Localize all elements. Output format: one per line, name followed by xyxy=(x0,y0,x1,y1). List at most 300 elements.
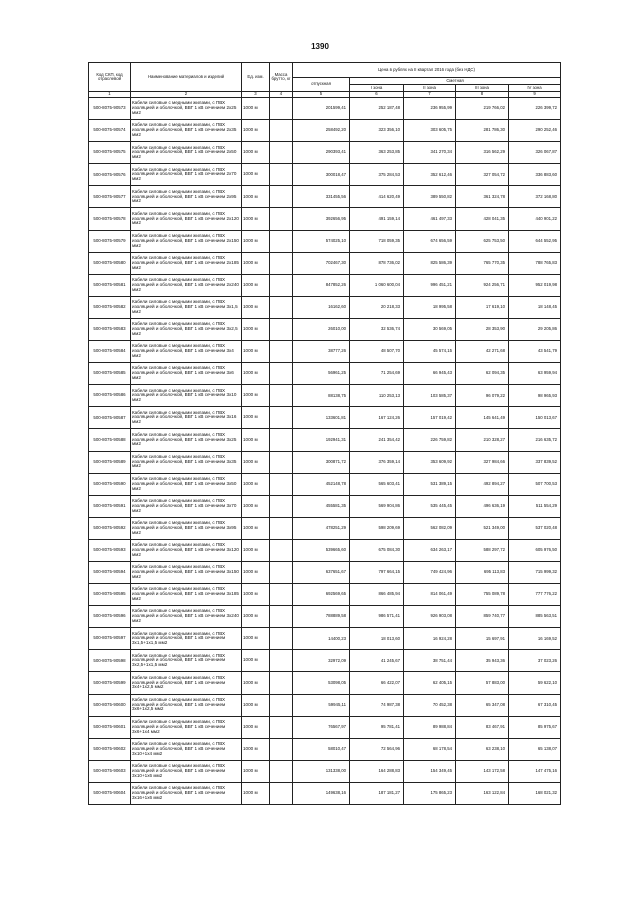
header-zone-2: II зона xyxy=(404,85,456,92)
table-row xyxy=(89,363,561,385)
item-unit: 1000 м xyxy=(242,98,270,120)
price-zone-2: 175 865,23 xyxy=(404,782,456,804)
column-number: 8 xyxy=(456,92,509,98)
price-zone-3: 755 089,78 xyxy=(456,584,509,606)
price-zone-2: 157 019,42 xyxy=(404,407,456,429)
price-zone-4: 18 148,45 xyxy=(509,296,561,318)
item-mass xyxy=(270,495,293,517)
price-zone-3: 496 636,19 xyxy=(456,495,509,517)
item-code: 500-8075-90585 xyxy=(89,363,131,385)
price-zone-1: 74 987,38 xyxy=(350,694,404,716)
price-release: 131338,00 xyxy=(293,760,350,782)
item-mass xyxy=(270,208,293,230)
price-zone-3: 281 786,30 xyxy=(456,120,509,142)
table-row xyxy=(89,694,561,716)
item-name: Кабели силовые с медными жилами, с ПВХ изоляцией и оболочкой, ВВГ 1 кВ сечением 2х50 мм2 xyxy=(131,142,242,164)
item-unit: 1000 м xyxy=(242,142,270,164)
price-zone-4: 326 067,87 xyxy=(509,142,561,164)
item-name: Кабели силовые с медными жилами, с ПВХ изоляцией и оболочкой, ВВГ 1 кВ сечением 3х10+1х6 мм2 xyxy=(131,760,242,782)
price-zone-2: 45 574,15 xyxy=(404,341,456,363)
item-unit: 1000 м xyxy=(242,164,270,186)
item-mass xyxy=(270,296,293,318)
item-code: 500-8075-90575 xyxy=(89,142,131,164)
price-zone-2: 18 995,58 xyxy=(404,296,456,318)
item-code: 500-8075-90602 xyxy=(89,738,131,760)
header-zone-3: III зона xyxy=(456,85,509,92)
item-code: 500-8075-90595 xyxy=(89,584,131,606)
item-name: Кабели силовые с медными жилами, с ПВХ изоляцией и оболочкой, ВВГ 1 кВ сечением 3х10+1х4 мм2 xyxy=(131,738,242,760)
column-number: 5 xyxy=(293,92,350,98)
price-zone-1: 48 507,70 xyxy=(350,341,404,363)
price-zone-1: 675 084,30 xyxy=(350,539,404,561)
header-release: отпускная xyxy=(293,78,350,92)
table-row xyxy=(89,760,561,782)
price-zone-1: 187 181,27 xyxy=(350,782,404,804)
price-zone-3: 163 122,84 xyxy=(456,782,509,804)
price-release: 149638,16 xyxy=(293,782,350,804)
price-zone-4: 16 169,52 xyxy=(509,628,561,650)
item-mass xyxy=(270,318,293,340)
header-name: Наименование материалов и изделий xyxy=(131,63,242,92)
item-code: 500-8075-90599 xyxy=(89,672,131,694)
item-code: 500-8075-90594 xyxy=(89,561,131,583)
price-zone-2: 674 656,59 xyxy=(404,230,456,252)
item-unit: 1000 м xyxy=(242,738,270,760)
item-unit: 1000 м xyxy=(242,274,270,296)
price-zone-2: 926 903,08 xyxy=(404,606,456,628)
item-mass xyxy=(270,561,293,583)
price-release: 58010,47 xyxy=(293,738,350,760)
price-release: 539665,60 xyxy=(293,539,350,561)
item-mass xyxy=(270,760,293,782)
price-zone-4: 29 205,86 xyxy=(509,318,561,340)
item-name: Кабели силовые с медными жилами, с ПВХ изоляцией и оболочкой, ВВГ 1 кВ сечением 3х25 мм2 xyxy=(131,429,242,451)
price-zone-3: 65 347,08 xyxy=(456,694,509,716)
price-zone-1: 986 571,41 xyxy=(350,606,404,628)
price-zone-2: 389 550,82 xyxy=(404,186,456,208)
table-row xyxy=(89,98,561,120)
item-code: 500-8075-90604 xyxy=(89,782,131,804)
price-zone-3: 327 054,72 xyxy=(456,164,509,186)
price-zone-4: 59 622,10 xyxy=(509,672,561,694)
price-release: 392656,95 xyxy=(293,208,350,230)
price-zone-4: 43 541,79 xyxy=(509,341,561,363)
item-code: 500-8075-90598 xyxy=(89,650,131,672)
table-row xyxy=(89,451,561,473)
item-unit: 1000 м xyxy=(242,186,270,208)
item-code: 500-8075-90577 xyxy=(89,186,131,208)
item-unit: 1000 м xyxy=(242,650,270,672)
item-unit: 1000 м xyxy=(242,782,270,804)
price-zone-3: 57 883,00 xyxy=(456,672,509,694)
price-zone-4: 777 776,22 xyxy=(509,584,561,606)
price-zone-3: 765 770,35 xyxy=(456,252,509,274)
price-zone-2: 531 389,15 xyxy=(404,473,456,495)
column-number: 3 xyxy=(242,92,270,98)
price-release: 478251,29 xyxy=(293,517,350,539)
table-row xyxy=(89,539,561,561)
price-release: 452148,78 xyxy=(293,473,350,495)
price-zone-3: 143 172,58 xyxy=(456,760,509,782)
item-unit: 1000 м xyxy=(242,296,270,318)
price-zone-3: 35 943,36 xyxy=(456,650,509,672)
price-release: 14400,23 xyxy=(293,628,350,650)
price-zone-4: 226 399,72 xyxy=(509,98,561,120)
column-number: 6 xyxy=(350,92,404,98)
price-zone-4: 372 168,80 xyxy=(509,186,561,208)
item-name: Кабели силовые с медными жилами, с ПВХ изоляцией и оболочкой, ВВГ 1 кВ сечением 3х95 мм2 xyxy=(131,517,242,539)
item-name: Кабели силовые с медными жилами, с ПВХ изоляцией и оболочкой, ВВГ 1 кВ сечением 3х4+1х2,5 мм2 xyxy=(131,672,242,694)
item-mass xyxy=(270,628,293,650)
price-release: 258492,20 xyxy=(293,120,350,142)
table-body xyxy=(89,98,561,805)
price-zone-3: 210 328,27 xyxy=(456,429,509,451)
table-row xyxy=(89,738,561,760)
item-mass xyxy=(270,473,293,495)
item-mass xyxy=(270,738,293,760)
table-row xyxy=(89,296,561,318)
item-name: Кабели силовые с медными жилами, с ПВХ изоляцией и оболочкой, ВВГ 1 кВ сечением 3х6+1х2,5 мм2 xyxy=(131,694,242,716)
price-zone-4: 788 765,83 xyxy=(509,252,561,274)
price-zone-4: 150 013,67 xyxy=(509,407,561,429)
price-zone-2: 154 349,45 xyxy=(404,760,456,782)
item-mass xyxy=(270,782,293,804)
item-mass xyxy=(270,230,293,252)
price-zone-2: 352 612,46 xyxy=(404,164,456,186)
item-code: 500-8075-90587 xyxy=(89,407,131,429)
item-name: Кабели силовые с медными жилами, с ПВХ изоляцией и оболочкой, ВВГ 1 кВ сечением 2х150 мм2 xyxy=(131,230,242,252)
price-zone-3: 316 562,29 xyxy=(456,142,509,164)
price-zone-1: 718 059,35 xyxy=(350,230,404,252)
item-name: Кабели силовые с медными жилами, с ПВХ изоляцией и оболочкой, ВВГ 1 кВ сечением 3х16+1х6 мм2 xyxy=(131,782,242,804)
price-zone-3: 15 697,91 xyxy=(456,628,509,650)
price-zone-3: 96 079,22 xyxy=(456,385,509,407)
item-unit: 1000 м xyxy=(242,584,270,606)
price-release: 32972,09 xyxy=(293,650,350,672)
price-release: 26010,00 xyxy=(293,318,350,340)
item-mass xyxy=(270,407,293,429)
item-unit: 1000 м xyxy=(242,451,270,473)
price-zone-1: 66 422,07 xyxy=(350,672,404,694)
price-zone-4: 337 839,52 xyxy=(509,451,561,473)
price-release: 692569,65 xyxy=(293,584,350,606)
item-mass xyxy=(270,120,293,142)
item-name: Кабели силовые с медными жилами, с ПВХ изоляцией и оболочкой, ВВГ 1 кВ сечением 3х150 мм2 xyxy=(131,561,242,583)
item-mass xyxy=(270,672,293,694)
price-zone-2: 634 263,17 xyxy=(404,539,456,561)
table-row xyxy=(89,186,561,208)
price-zone-4: 98 965,93 xyxy=(509,385,561,407)
item-unit: 1000 м xyxy=(242,517,270,539)
price-zone-1: 797 664,15 xyxy=(350,561,404,583)
price-release: 331455,56 xyxy=(293,186,350,208)
header-estimate: Сметная xyxy=(350,78,561,85)
price-zone-1: 164 288,83 xyxy=(350,760,404,782)
price-zone-4: 644 552,95 xyxy=(509,230,561,252)
item-code: 500-8075-90586 xyxy=(89,385,131,407)
item-unit: 1000 м xyxy=(242,363,270,385)
item-name: Кабели силовые с медными жилами, с ПВХ изоляцией и оболочкой, ВВГ 1 кВ сечением 2х35 мм2 xyxy=(131,120,242,142)
price-zone-1: 878 736,02 xyxy=(350,252,404,274)
price-zone-1: 32 536,74 xyxy=(350,318,404,340)
price-zone-3: 63 238,10 xyxy=(456,738,509,760)
item-unit: 1000 м xyxy=(242,252,270,274)
price-zone-2: 825 586,39 xyxy=(404,252,456,274)
item-mass xyxy=(270,186,293,208)
price-zone-4: 216 635,72 xyxy=(509,429,561,451)
price-zone-1: 20 218,33 xyxy=(350,296,404,318)
price-zone-4: 605 976,50 xyxy=(509,539,561,561)
price-zone-3: 588 297,72 xyxy=(456,539,509,561)
price-zone-4: 63 959,94 xyxy=(509,363,561,385)
price-release: 133601,81 xyxy=(293,407,350,429)
price-zone-2: 66 945,43 xyxy=(404,363,456,385)
item-unit: 1000 м xyxy=(242,318,270,340)
item-unit: 1000 м xyxy=(242,473,270,495)
item-code: 500-8075-90576 xyxy=(89,164,131,186)
table-row xyxy=(89,407,561,429)
price-zone-4: 507 700,53 xyxy=(509,473,561,495)
item-name: Кабели силовые с медными жилами, с ПВХ изоляцией и оболочкой, ВВГ 1 кВ сечением 2х25 мм2 xyxy=(131,98,242,120)
item-code: 500-8075-90592 xyxy=(89,517,131,539)
price-zone-1: 1 060 600,04 xyxy=(350,274,404,296)
item-unit: 1000 м xyxy=(242,208,270,230)
price-zone-3: 924 256,71 xyxy=(456,274,509,296)
header-code: Код СКП, код отраслевой xyxy=(89,63,131,92)
item-name: Кабели силовые с медными жилами, с ПВХ изоляцией и оболочкой, ВВГ 1 кВ сечением 3х1,5 мм2 xyxy=(131,296,242,318)
price-release: 38777,26 xyxy=(293,341,350,363)
header-zone-4: IV зона xyxy=(509,85,561,92)
price-zone-2: 303 605,75 xyxy=(404,120,456,142)
item-code: 500-8075-90603 xyxy=(89,760,131,782)
price-zone-2: 38 751,44 xyxy=(404,650,456,672)
item-name: Кабели силовые с медными жилами, с ПВХ изоляцией и оболочкой, ВВГ 1 кВ сечением 3х70 мм2 xyxy=(131,495,242,517)
item-code: 500-8075-90597 xyxy=(89,628,131,650)
item-mass xyxy=(270,517,293,539)
item-name: Кабели силовые с медными жилами, с ПВХ изоляцией и оболочкой, ВВГ 1 кВ сечением 3х4 мм2 xyxy=(131,341,242,363)
price-zone-4: 885 563,51 xyxy=(509,606,561,628)
price-zone-3: 327 984,66 xyxy=(456,451,509,473)
item-unit: 1000 м xyxy=(242,120,270,142)
item-mass xyxy=(270,716,293,738)
item-unit: 1000 м xyxy=(242,385,270,407)
item-code: 500-8075-90579 xyxy=(89,230,131,252)
item-code: 500-8075-90589 xyxy=(89,451,131,473)
item-unit: 1000 м xyxy=(242,694,270,716)
table-row xyxy=(89,429,561,451)
item-name: Кабели силовые с медными жилами, с ПВХ изоляцией и оболочкой, ВВГ 1 кВ сечением 2х70 мм2 xyxy=(131,164,242,186)
header-zone-1: I зона xyxy=(350,85,404,92)
price-zone-2: 16 924,28 xyxy=(404,628,456,650)
price-release: 88138,75 xyxy=(293,385,350,407)
price-release: 847852,26 xyxy=(293,274,350,296)
item-unit: 1000 м xyxy=(242,539,270,561)
item-name: Кабели силовые с медными жилами, с ПВХ изоляцией и оболочкой, ВВГ 1 кВ сечением 3х240 мм2 xyxy=(131,606,242,628)
price-zone-2: 89 988,84 xyxy=(404,716,456,738)
price-zone-1: 565 603,41 xyxy=(350,473,404,495)
item-name: Кабели силовые с медными жилами, с ПВХ изоляцией и оболочкой, ВВГ 1 кВ сечением 3х1,5+1х1,5 мм2 xyxy=(131,628,242,650)
item-name: Кабели силовые с медными жилами, с ПВХ изоляцией и оболочкой, ВВГ 1 кВ сечением 3х2,5 мм2 xyxy=(131,318,242,340)
price-zone-4: 168 021,32 xyxy=(509,782,561,804)
price-zone-3: 695 113,83 xyxy=(456,561,509,583)
item-mass xyxy=(270,142,293,164)
item-unit: 1000 м xyxy=(242,606,270,628)
item-name: Кабели силовые с медными жилами, с ПВХ изоляцией и оболочкой, ВВГ 1 кВ сечением 3х185 мм2 xyxy=(131,584,242,606)
price-zone-3: 361 324,78 xyxy=(456,186,509,208)
price-zone-1: 252 187,48 xyxy=(350,98,404,120)
price-release: 788889,58 xyxy=(293,606,350,628)
price-zone-1: 363 253,85 xyxy=(350,142,404,164)
item-name: Кабели силовые с медными жилами, с ПВХ изоляцией и оболочкой, ВВГ 1 кВ сечением 2х240 мм2 xyxy=(131,274,242,296)
price-zone-1: 866 485,94 xyxy=(350,584,404,606)
table-row xyxy=(89,561,561,583)
price-zone-2: 353 609,92 xyxy=(404,451,456,473)
item-code: 500-8075-90582 xyxy=(89,296,131,318)
price-zone-2: 30 569,05 xyxy=(404,318,456,340)
price-zone-1: 323 356,10 xyxy=(350,120,404,142)
price-release: 455581,35 xyxy=(293,495,350,517)
item-unit: 1000 м xyxy=(242,230,270,252)
header-mass: Масса брутто, кг xyxy=(270,63,293,92)
item-code: 500-8075-90591 xyxy=(89,495,131,517)
item-name: Кабели силовые с медными жилами, с ПВХ изоляцией и оболочкой, ВВГ 1 кВ сечением 3х35 мм2 xyxy=(131,451,242,473)
price-zone-1: 598 209,69 xyxy=(350,517,404,539)
item-unit: 1000 м xyxy=(242,561,270,583)
item-unit: 1000 м xyxy=(242,628,270,650)
price-zone-4: 65 138,07 xyxy=(509,738,561,760)
item-code: 500-8075-90573 xyxy=(89,98,131,120)
price-zone-4: 147 475,16 xyxy=(509,760,561,782)
price-release: 702467,30 xyxy=(293,252,350,274)
item-mass xyxy=(270,694,293,716)
price-zone-3: 28 353,90 xyxy=(456,318,509,340)
item-code: 500-8075-90601 xyxy=(89,716,131,738)
price-zone-3: 859 740,77 xyxy=(456,606,509,628)
page-number: 1390 xyxy=(311,42,329,51)
item-unit: 1000 м xyxy=(242,760,270,782)
item-mass xyxy=(270,341,293,363)
price-zone-4: 336 883,60 xyxy=(509,164,561,186)
item-mass xyxy=(270,98,293,120)
item-unit: 1000 м xyxy=(242,407,270,429)
price-zone-1: 72 564,96 xyxy=(350,738,404,760)
price-release: 574025,10 xyxy=(293,230,350,252)
price-release: 56961,25 xyxy=(293,363,350,385)
item-mass xyxy=(270,539,293,561)
price-release: 16162,60 xyxy=(293,296,350,318)
item-code: 500-8075-90583 xyxy=(89,318,131,340)
table-row xyxy=(89,208,561,230)
item-unit: 1000 м xyxy=(242,672,270,694)
price-zone-1: 41 245,67 xyxy=(350,650,404,672)
price-zone-3: 625 753,50 xyxy=(456,230,509,252)
price-zone-4: 952 019,98 xyxy=(509,274,561,296)
price-zone-4: 537 020,48 xyxy=(509,517,561,539)
item-code: 500-8075-90581 xyxy=(89,274,131,296)
item-unit: 1000 м xyxy=(242,495,270,517)
item-unit: 1000 м xyxy=(242,341,270,363)
price-release: 76567,97 xyxy=(293,716,350,738)
table-row xyxy=(89,782,561,804)
item-code: 500-8075-90588 xyxy=(89,429,131,451)
item-mass xyxy=(270,429,293,451)
table-row xyxy=(89,318,561,340)
item-name: Кабели силовые с медными жилами, с ПВХ изоляцией и оболочкой, ВВГ 1 кВ сечением 3х10 мм2 xyxy=(131,385,242,407)
item-code: 500-8075-90590 xyxy=(89,473,131,495)
item-name: Кабели силовые с медными жилами, с ПВХ изоляцией и оболочкой, ВВГ 1 кВ сечением 3х120 мм2 xyxy=(131,539,242,561)
table-row xyxy=(89,230,561,252)
item-code: 500-8075-90574 xyxy=(89,120,131,142)
price-zone-3: 492 894,27 xyxy=(456,473,509,495)
price-zone-3: 17 619,10 xyxy=(456,296,509,318)
table-row xyxy=(89,120,561,142)
price-zone-3: 145 641,49 xyxy=(456,407,509,429)
price-release: 637651,67 xyxy=(293,561,350,583)
item-name: Кабели силовые с медными жилами, с ПВХ изоляцией и оболочкой, ВВГ 1 кВ сечением 3х50 мм2 xyxy=(131,473,242,495)
price-zone-1: 569 904,86 xyxy=(350,495,404,517)
price-zone-2: 236 955,99 xyxy=(404,98,456,120)
item-name: Кабели силовые с медными жилами, с ПВХ изоляцией и оболочкой, ВВГ 1 кВ сечением 2х95 мм2 xyxy=(131,186,242,208)
price-zone-4: 85 975,67 xyxy=(509,716,561,738)
price-release: 290393,41 xyxy=(293,142,350,164)
price-release: 53098,05 xyxy=(293,672,350,694)
price-zone-1: 414 620,49 xyxy=(350,186,404,208)
column-number: 9 xyxy=(509,92,561,98)
table-row xyxy=(89,606,561,628)
price-zone-2: 996 451,21 xyxy=(404,274,456,296)
price-zone-3: 42 271,68 xyxy=(456,341,509,363)
price-zone-3: 62 094,35 xyxy=(456,363,509,385)
item-mass xyxy=(270,252,293,274)
item-code: 500-8075-90584 xyxy=(89,341,131,363)
item-name: Кабели силовые с медными жилами, с ПВХ изоляцией и оболочкой, ВВГ 1 кВ сечением 2х120 мм2 xyxy=(131,208,242,230)
item-name: Кабели силовые с медными жилами, с ПВХ изоляцией и оболочкой, ВВГ 1 кВ сечением 3х6 мм2 xyxy=(131,363,242,385)
column-number: 2 xyxy=(131,92,242,98)
table-row xyxy=(89,385,561,407)
item-mass xyxy=(270,650,293,672)
price-release: 201599,41 xyxy=(293,98,350,120)
price-zone-4: 715 999,32 xyxy=(509,561,561,583)
item-unit: 1000 м xyxy=(242,429,270,451)
item-mass xyxy=(270,606,293,628)
price-zone-1: 71 254,69 xyxy=(350,363,404,385)
item-code: 500-8075-90596 xyxy=(89,606,131,628)
price-zone-3: 521 349,00 xyxy=(456,517,509,539)
price-zone-2: 461 497,33 xyxy=(404,208,456,230)
price-zone-4: 290 252,46 xyxy=(509,120,561,142)
item-name: Кабели силовые с медными жилами, с ПВХ изоляцией и оболочкой, ВВГ 1 кВ сечением 3х16 мм2 xyxy=(131,407,242,429)
item-name: Кабели силовые с медными жилами, с ПВХ изоляцией и оболочкой, ВВГ 1 кВ сечением 3х2,5+1х1,5 мм2 xyxy=(131,650,242,672)
item-mass xyxy=(270,274,293,296)
price-release: 192941,31 xyxy=(293,429,350,451)
table-row xyxy=(89,142,561,164)
price-zone-2: 341 270,34 xyxy=(404,142,456,164)
price-zone-4: 440 901,22 xyxy=(509,208,561,230)
price-release: 59945,11 xyxy=(293,694,350,716)
table-row xyxy=(89,716,561,738)
price-zone-2: 535 445,45 xyxy=(404,495,456,517)
price-zone-3: 219 766,02 xyxy=(456,98,509,120)
table-row xyxy=(89,164,561,186)
table-row xyxy=(89,252,561,274)
price-zone-2: 70 452,38 xyxy=(404,694,456,716)
column-number: 7 xyxy=(404,92,456,98)
price-zone-1: 241 354,42 xyxy=(350,429,404,451)
header-price-group: Цена в рублях на II квартал 2016 года (без НДС) xyxy=(293,63,561,78)
item-name: Кабели силовые с медными жилами, с ПВХ изоляцией и оболочкой, ВВГ 1 кВ сечением 3х6+1х4 мм2 xyxy=(131,716,242,738)
item-code: 500-8075-90580 xyxy=(89,252,131,274)
price-zone-4: 37 023,26 xyxy=(509,650,561,672)
